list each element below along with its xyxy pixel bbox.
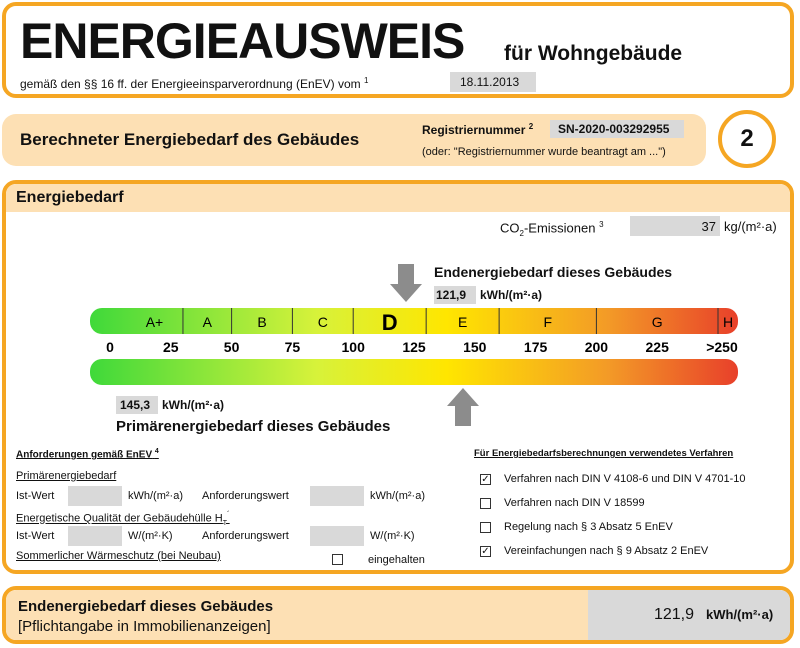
- ist-wert-unit-2: W/(m²·K): [128, 530, 173, 542]
- ist-wert-label-2: Ist-Wert: [16, 530, 55, 542]
- energy-scale: [86, 304, 746, 390]
- footer-box: [2, 586, 794, 644]
- scale-bar-top: [90, 308, 738, 334]
- scale-tick-label: 75: [284, 339, 301, 355]
- method-checkbox[interactable]: [480, 498, 491, 509]
- ist-wert-field-2[interactable]: [68, 526, 122, 546]
- end-energy-arrow: [388, 264, 424, 304]
- footer-unit: kWh/(m²·a): [706, 607, 774, 622]
- energy-class-e: E: [457, 314, 468, 330]
- summer-protection-status: eingehalten: [368, 554, 425, 566]
- registration-note: (oder: "Registriernummer wurde beantragt am ..."): [422, 146, 666, 158]
- scale-tick-label: 225: [645, 339, 669, 355]
- envelope-heading: Energetische Qualität der Gebäudehülle $H_T^´$: [16, 510, 230, 527]
- method-label: Vereinfachungen nach § 9 Absatz 2 EnEV: [504, 545, 709, 557]
- issue-date: 18.11.2013: [460, 75, 520, 89]
- ist-wert-unit-1: kWh/(m²·a): [128, 490, 183, 502]
- method-label: Regelung nach § 3 Absatz 5 EnEV: [504, 521, 673, 533]
- energy-class-b: B: [257, 314, 267, 330]
- registration-label: Registriernummer $^2$: [422, 122, 534, 137]
- end-energy-label: Endenergiebedarf dieses Gebäudes: [434, 264, 673, 280]
- energy-demand-box: [2, 180, 794, 574]
- method-checkbox[interactable]: ✓: [481, 546, 490, 557]
- co2-unit: kg/(m²·a): [724, 219, 777, 234]
- anforderungswert-unit-1: kWh/(m²·a): [370, 490, 425, 502]
- energy-class-g: G: [651, 314, 663, 330]
- anforderungswert-field-2[interactable]: [310, 526, 364, 546]
- energy-demand-heading: Energiebedarf: [16, 189, 124, 206]
- energy-class-h: H: [722, 314, 734, 330]
- footer-value: 121,9: [653, 606, 694, 623]
- summer-protection-label: Sommerlicher Wärmeschutz (bei Neubau): [16, 550, 221, 562]
- footer-title: Endenergiebedarf dieses Gebäudes: [18, 598, 274, 615]
- scale-tick-label: >250: [706, 339, 738, 355]
- requirements-title: Anforderungen gemäß EnEV $^4$: [16, 448, 159, 461]
- primary-energy-arrow: [445, 388, 481, 428]
- primary-energy-value: 145,3: [120, 398, 151, 412]
- scale-tick-label: 150: [463, 339, 487, 355]
- scale-tick-label: 50: [223, 339, 240, 355]
- scale-bar-bottom: [90, 359, 738, 385]
- scale-tick-label: 25: [163, 339, 179, 355]
- registration-number: SN-2020-003292955: [558, 122, 670, 136]
- energy-class-d: D: [381, 310, 398, 335]
- anforderungswert-field-1[interactable]: [310, 486, 364, 506]
- summer-protection-checkbox[interactable]: [332, 554, 343, 565]
- legal-basis: gemäß den §§ 16 ff. der Energieeinsparverordnung (EnEV) vom $^1$: [20, 76, 369, 91]
- end-energy-unit: kWh/(m²·a): [480, 288, 542, 302]
- scale-tick-label: 0: [106, 339, 114, 355]
- ist-wert-field-1[interactable]: [68, 486, 122, 506]
- method-label: Verfahren nach DIN V 18599: [504, 497, 645, 509]
- section-title: Berechneter Energiebedarf des Gebäudes: [20, 130, 360, 149]
- method-checkbox[interactable]: [480, 522, 491, 533]
- scale-tick-label: 125: [402, 339, 426, 355]
- anforderungswert-label-2: Anforderungswert: [202, 530, 289, 542]
- primary-energy-label: Primärenergiebedarf dieses Gebäudes: [116, 418, 391, 435]
- header-box: [2, 2, 794, 98]
- energy-class-a-plus: A+: [145, 314, 164, 330]
- ist-wert-label-1: Ist-Wert: [16, 490, 55, 502]
- anforderungswert-unit-2: W/(m²·K): [370, 530, 415, 542]
- energy-class-c: C: [317, 314, 328, 330]
- footer-label-area: [6, 590, 588, 640]
- energy-class-a: A: [202, 314, 212, 330]
- footer-subtitle: [Pflichtangabe in Immobilienanzeigen]: [18, 618, 271, 635]
- page-number-badge: [718, 110, 776, 168]
- co2-value: 37: [701, 219, 716, 234]
- methods-title: Für Energiebedarfsberechnungen verwendetes Verfahren: [474, 448, 734, 459]
- document-subtitle: für Wohngebäude: [504, 42, 683, 65]
- primary-energy-unit: kWh/(m²·a): [162, 398, 224, 412]
- document-title: ENERGIEAUSWEIS: [20, 13, 465, 69]
- method-label: Verfahren nach DIN V 4108-6 und DIN V 4701-10: [504, 473, 746, 485]
- energy-class-f: F: [543, 314, 553, 330]
- scale-tick-label: 175: [523, 339, 548, 355]
- anforderungswert-label-1: Anforderungswert: [202, 490, 289, 502]
- section-bar: [2, 114, 706, 166]
- page-number: 2: [740, 125, 754, 152]
- co2-label: $CO_2$-Emissionen $^3$: [500, 220, 604, 238]
- end-energy-value: 121,9: [436, 288, 467, 302]
- scale-tick-label: 100: [341, 339, 365, 355]
- energy-demand-header: [6, 184, 790, 212]
- scale-tick-label: 200: [584, 339, 609, 355]
- method-checkbox[interactable]: ✓: [481, 474, 490, 485]
- primary-energy-heading: Primärenergiebedarf: [16, 470, 117, 482]
- footer-value-area: [588, 590, 794, 640]
